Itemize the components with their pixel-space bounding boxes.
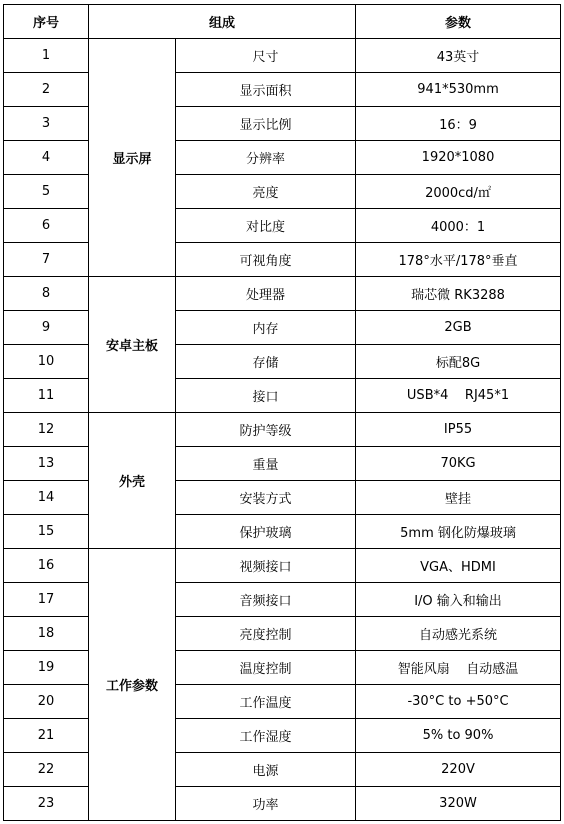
- row-item: 对比度: [176, 209, 356, 243]
- group-label: 显示屏: [89, 39, 176, 277]
- row-item: 音频接口: [176, 583, 356, 617]
- row-number: 8: [4, 277, 89, 311]
- row-number: 21: [4, 719, 89, 753]
- group-label: 工作参数: [89, 549, 176, 821]
- row-value: 941*530mm: [356, 73, 561, 107]
- row-item: 亮度: [176, 175, 356, 209]
- row-value: -30°C to +50°C: [356, 685, 561, 719]
- row-item: 存储: [176, 345, 356, 379]
- row-item: 尺寸: [176, 39, 356, 73]
- row-value: 5% to 90%: [356, 719, 561, 753]
- row-number: 13: [4, 447, 89, 481]
- row-item: 分辨率: [176, 141, 356, 175]
- table-row: [4, 413, 561, 447]
- row-value: 自动感光系统: [356, 617, 561, 651]
- row-number: 16: [4, 549, 89, 583]
- row-item: 功率: [176, 787, 356, 821]
- row-item: 显示比例: [176, 107, 356, 141]
- table-row: [4, 719, 561, 753]
- row-number: 20: [4, 685, 89, 719]
- row-value: 智能风扇 自动感温: [356, 651, 561, 685]
- table-row: [4, 481, 561, 515]
- table-row: [4, 39, 561, 73]
- table-row: [4, 787, 561, 821]
- row-number: 18: [4, 617, 89, 651]
- table-row: [4, 447, 561, 481]
- table-row: [4, 277, 561, 311]
- row-value: 43英寸: [356, 39, 561, 73]
- row-item: 保护玻璃: [176, 515, 356, 549]
- row-item: 处理器: [176, 277, 356, 311]
- row-item: 工作温度: [176, 685, 356, 719]
- table-row: [4, 617, 561, 651]
- table-row: [4, 141, 561, 175]
- row-item: 亮度控制: [176, 617, 356, 651]
- table-row: [4, 651, 561, 685]
- row-value: 178°水平/178°垂直: [356, 243, 561, 277]
- header-no: 序号: [4, 5, 89, 39]
- row-value: I/O 输入和输出: [356, 583, 561, 617]
- row-value: 标配8G: [356, 345, 561, 379]
- row-value: 1920*1080: [356, 141, 561, 175]
- table-row: [4, 175, 561, 209]
- row-item: 重量: [176, 447, 356, 481]
- row-value: 2000cd/㎡: [356, 175, 561, 209]
- row-value: 320W: [356, 787, 561, 821]
- row-item: 工作湿度: [176, 719, 356, 753]
- row-value: 2GB: [356, 311, 561, 345]
- row-value: VGA、HDMI: [356, 549, 561, 583]
- row-number: 3: [4, 107, 89, 141]
- row-item: 电源: [176, 753, 356, 787]
- row-value: 壁挂: [356, 481, 561, 515]
- table-row: [4, 753, 561, 787]
- row-number: 22: [4, 753, 89, 787]
- row-number: 1: [4, 39, 89, 73]
- row-number: 15: [4, 515, 89, 549]
- table-header-row: [4, 5, 561, 39]
- table-row: [4, 345, 561, 379]
- row-number: 23: [4, 787, 89, 821]
- row-value: 220V: [356, 753, 561, 787]
- row-value: IP55: [356, 413, 561, 447]
- spec-table: [3, 4, 561, 821]
- row-number: 11: [4, 379, 89, 413]
- table-row: [4, 549, 561, 583]
- header-composition: 组成: [89, 5, 356, 39]
- row-number: 9: [4, 311, 89, 345]
- row-value: 16：9: [356, 107, 561, 141]
- row-number: 5: [4, 175, 89, 209]
- row-number: 7: [4, 243, 89, 277]
- table-row: [4, 209, 561, 243]
- row-value: 70KG: [356, 447, 561, 481]
- row-item: 显示面积: [176, 73, 356, 107]
- table-row: [4, 685, 561, 719]
- row-number: 2: [4, 73, 89, 107]
- table-row: [4, 243, 561, 277]
- table-row: [4, 73, 561, 107]
- row-number: 4: [4, 141, 89, 175]
- table-row: [4, 515, 561, 549]
- row-value: 4000：1: [356, 209, 561, 243]
- table-row: [4, 583, 561, 617]
- row-number: 17: [4, 583, 89, 617]
- row-value: USB*4 RJ45*1: [356, 379, 561, 413]
- table-row: [4, 107, 561, 141]
- row-item: 安装方式: [176, 481, 356, 515]
- row-number: 19: [4, 651, 89, 685]
- group-label: 外壳: [89, 413, 176, 549]
- row-item: 接口: [176, 379, 356, 413]
- row-number: 14: [4, 481, 89, 515]
- row-value: 5mm 钢化防爆玻璃: [356, 515, 561, 549]
- row-number: 10: [4, 345, 89, 379]
- group-label: 安卓主板: [89, 277, 176, 413]
- row-item: 内存: [176, 311, 356, 345]
- row-item: 视频接口: [176, 549, 356, 583]
- row-value: 瑞芯微 RK3288: [356, 277, 561, 311]
- row-item: 可视角度: [176, 243, 356, 277]
- table-row: [4, 379, 561, 413]
- header-params: 参数: [356, 5, 561, 39]
- row-item: 温度控制: [176, 651, 356, 685]
- row-number: 6: [4, 209, 89, 243]
- row-item: 防护等级: [176, 413, 356, 447]
- table-row: [4, 311, 561, 345]
- row-number: 12: [4, 413, 89, 447]
